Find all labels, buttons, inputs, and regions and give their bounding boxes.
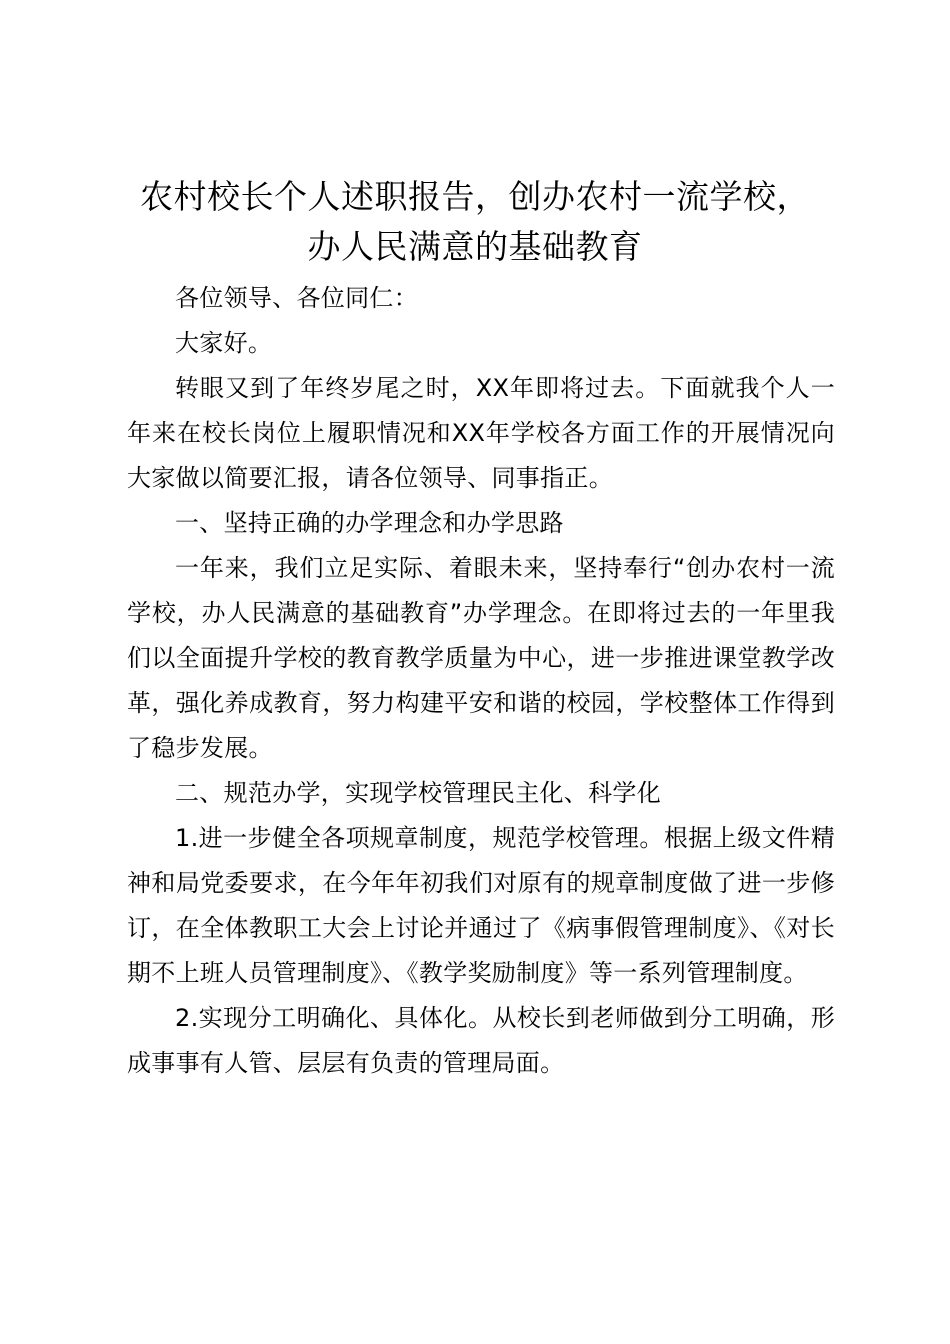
section-heading-2: 二、规范办学，实现学校管理民主化、科学化 (175, 779, 661, 807)
section-2-item-2: 2.实现分工明确化、具体化。从校长到老师做到分工明确，形成事事有人管、层层有负责的管理局面。 (127, 1004, 835, 1077)
greeting: 大家好。 (175, 329, 273, 357)
document-title (110, 172, 840, 272)
document-title-line-1: 农村校长个人述职报告，创办农村一流学校， (140, 177, 810, 216)
document-body (127, 276, 835, 1086)
section-1-paragraph: 一年来，我们立足实际、着眼未来，坚持奉行“创办农村一流学校，办人民满意的基础教育”办学理念。在即将过去的一年里我们以全面提升学校的教育教学质量为中心，进一步推进课堂教学改革，强化养成教育，努力构建平安和谐的校园，学校整体工作得到了稳步发展。 (127, 554, 835, 762)
section-2-item-1: 1.进一步健全各项规章制度，规范学校管理。根据上级文件精神和局党委要求，在今年年初我们对原有的规章制度做了进一步修订，在全体教职工大会上讨论并通过了《病事假管理制度》、《对长期不上班人员管理制度》、《教学奖励制度》等一系列管理制度。 (127, 824, 835, 987)
salutation: 各位领导、各位同仁： (175, 284, 418, 312)
section-heading-1: 一、坚持正确的办学理念和办学思路 (175, 509, 564, 537)
intro-paragraph: 转眼又到了年终岁尾之时，XX年即将过去。下面就我个人一年来在校长岗位上履职情况和XX年学校各方面工作的开展情况向大家做以简要汇报，请各位领导、同事指正。 (127, 374, 835, 492)
document-title-line-2: 办人民满意的基础教育 (307, 227, 643, 266)
